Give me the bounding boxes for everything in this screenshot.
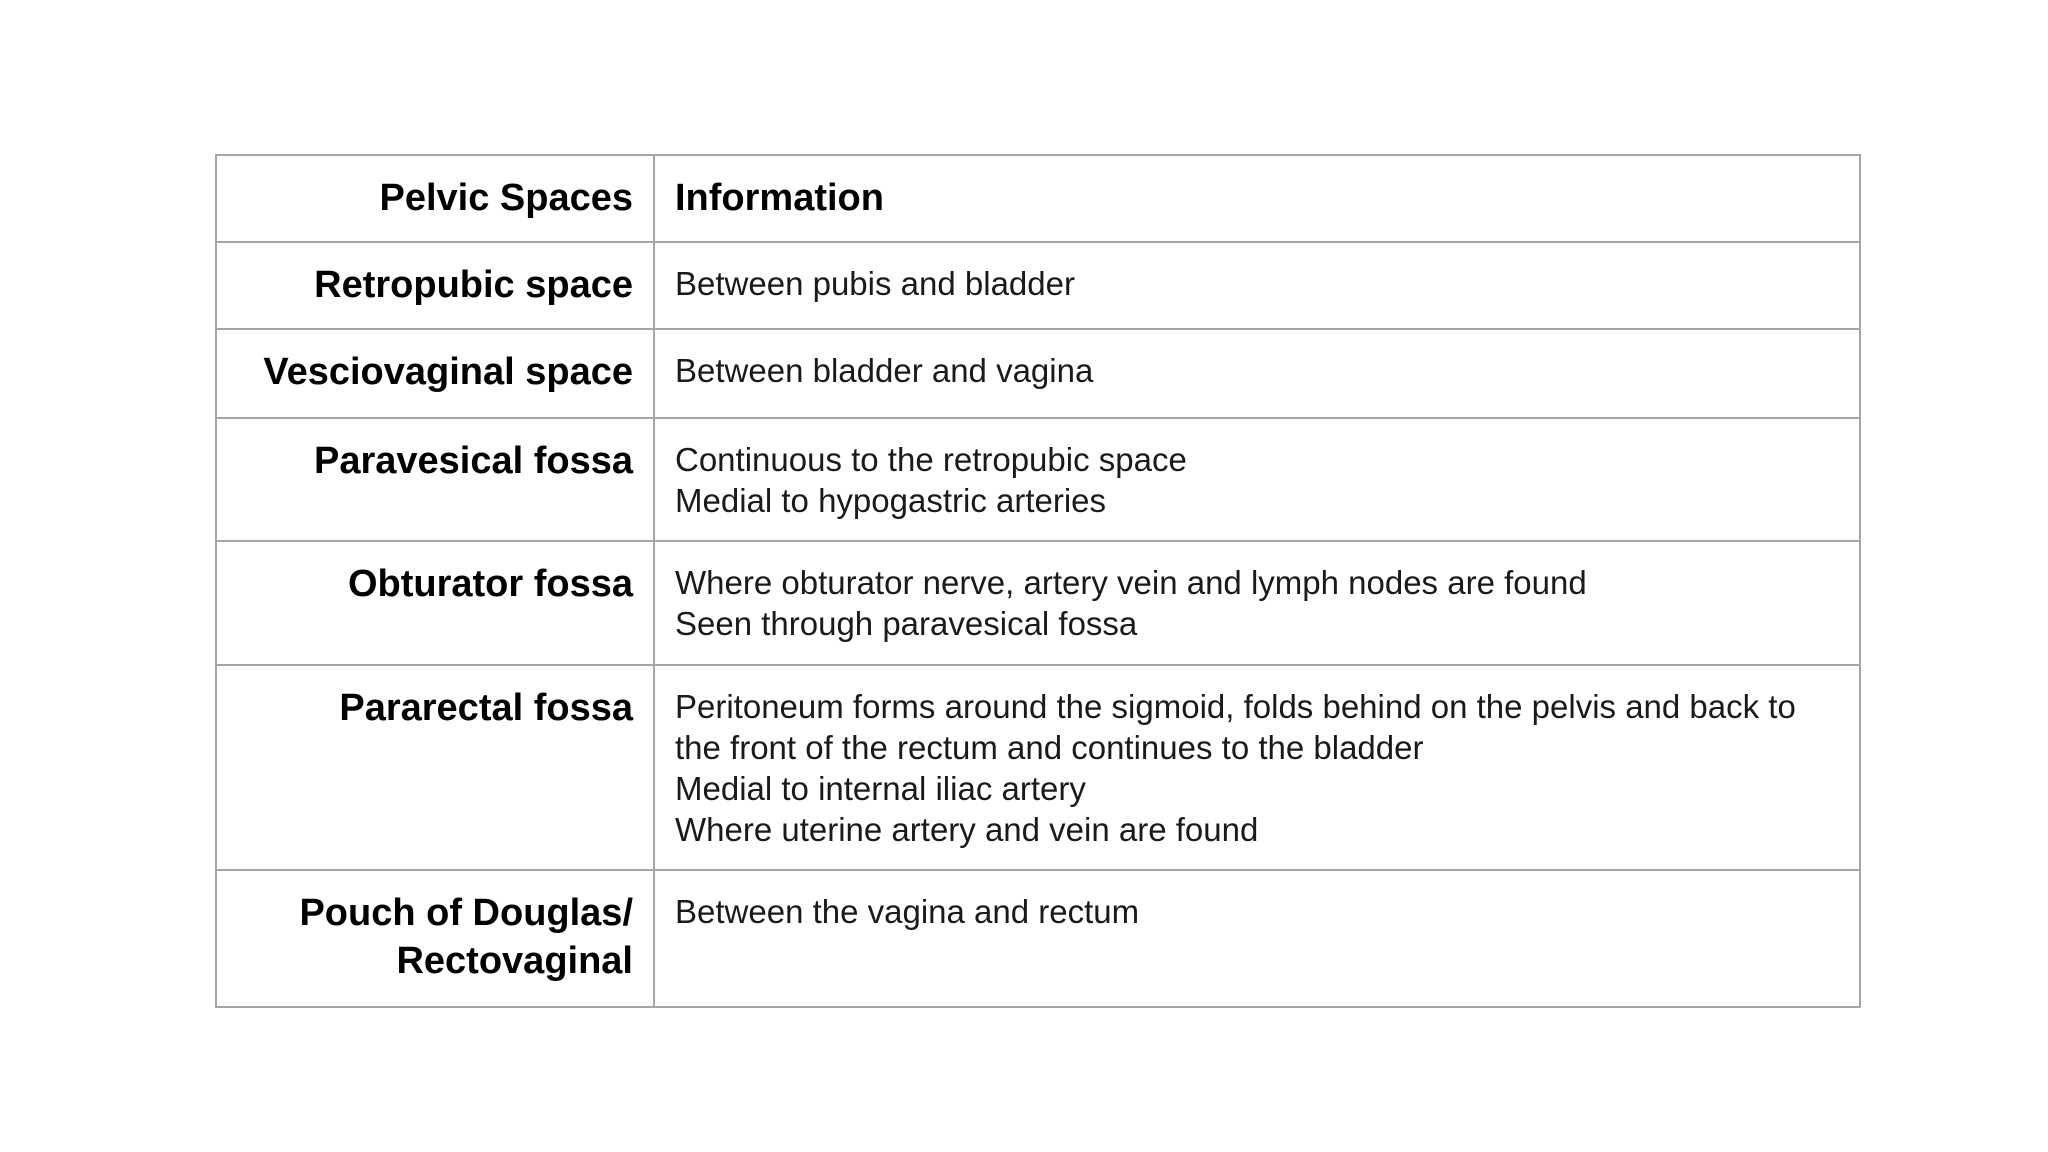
space-info-line: Between bladder and vagina <box>675 352 1094 389</box>
space-name-cell <box>216 242 654 329</box>
space-name: Pouch of Douglas/ <box>299 892 633 934</box>
space-info-line: Between pubis and bladder <box>675 265 1075 302</box>
space-name: Rectovaginal <box>396 940 633 982</box>
space-info-line: Where obturator nerve, artery vein and lymph nodes are found <box>675 564 1587 601</box>
table-row <box>216 870 1860 1007</box>
space-info-line: Between the vagina and rectum <box>675 893 1140 930</box>
space-name-cell <box>216 541 654 665</box>
space-name-cell <box>216 665 654 870</box>
space-name-cell <box>216 329 654 418</box>
table-row <box>216 242 1860 329</box>
table-row <box>216 329 1860 418</box>
space-name: Obturator fossa <box>347 563 633 605</box>
table-row <box>216 418 1860 541</box>
space-info-line: Continuous to the retropubic space <box>675 441 1187 478</box>
space-name: Retropubic space <box>314 264 633 306</box>
table-header-row <box>216 155 1860 242</box>
space-name-cell <box>216 870 654 1007</box>
table-row <box>216 541 1860 665</box>
space-info-cell <box>654 242 1860 329</box>
space-info-line: Medial to hypogastric arteries <box>675 482 1107 519</box>
space-name-cell <box>216 418 654 541</box>
space-info-line: Seen through paravesical fossa <box>675 605 1138 642</box>
space-name: Paravesical fossa <box>313 440 633 482</box>
header-information: Information <box>654 155 1860 242</box>
table-row <box>216 665 1860 870</box>
space-info-line: Peritoneum forms around the sigmoid, folds behind on the pelvis and back to <box>675 688 1796 725</box>
space-info-line: Where uterine artery and vein are found <box>675 811 1259 848</box>
header-pelvic-spaces: Pelvic Spaces <box>216 155 654 242</box>
space-info-cell <box>654 541 1860 665</box>
space-name: Vesciovaginal space <box>263 351 633 393</box>
space-info-line: Medial to internal iliac artery <box>675 770 1086 807</box>
space-info-cell <box>654 418 1860 541</box>
pelvic-spaces-table <box>215 154 1861 1008</box>
space-info-line: the front of the rectum and continues to the bladder <box>675 729 1424 766</box>
space-info-cell <box>654 329 1860 418</box>
space-info-cell <box>654 870 1860 1007</box>
space-info-cell <box>654 665 1860 870</box>
space-name: Pararectal fossa <box>339 687 633 729</box>
